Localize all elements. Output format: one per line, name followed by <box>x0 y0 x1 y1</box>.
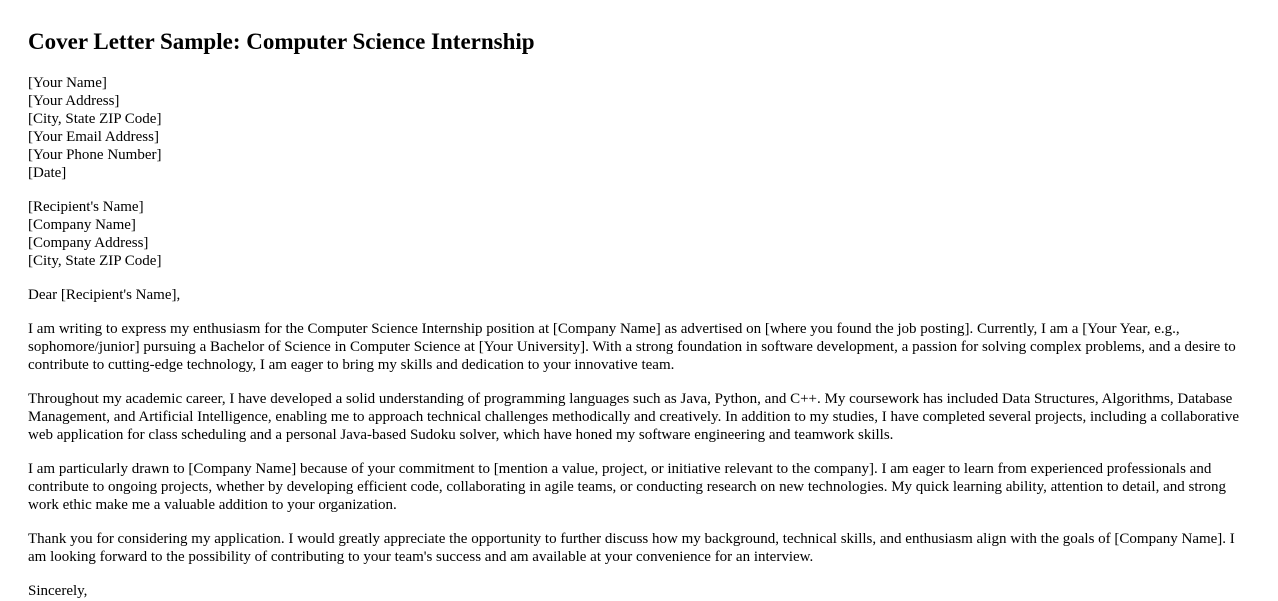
sender-email: [Your Email Address] <box>28 129 159 145</box>
recipient-city-state-zip: [City, State ZIP Code] <box>28 253 162 269</box>
sender-name: [Your Name] <box>28 75 107 91</box>
recipient-company-address: [Company Address] <box>28 235 149 251</box>
recipient-address-block <box>28 198 1250 270</box>
body-paragraph-skills: Throughout my academic career, I have developed a solid understanding of programming languages such as Java, Python, and C++. My coursework has included Data Structures, Algorithms, Database Management, and Artificial Intelligence, enabling me to approach technical challenges methodically and creatively. In addition to my studies, I have completed several projects, including a collaborative web application for class scheduling and a personal Java-based Sudoku solver, which have honed my software engineering and teamwork skills. <box>28 391 1240 443</box>
sender-address: [Your Address] <box>28 93 120 109</box>
sender-phone: [Your Phone Number] <box>28 147 162 163</box>
body-paragraph-company: I am particularly drawn to [Company Name] because of your commitment to [mention a value, project, or initiative relevant to the company]. I am eager to learn from experienced professionals and contribute to ongoing projects, whether by developing efficient code, collaborating in agile teams, or conducting research on new technologies. My quick learning ability, attention to detail, and strong work ethic make me a valuable addition to your organization. <box>28 461 1226 513</box>
salutation: Dear [Recipient's Name], <box>28 287 181 303</box>
sender-address-block <box>28 74 1250 182</box>
page-title: Cover Letter Sample: Computer Science Internship <box>28 29 535 54</box>
recipient-company-name: [Company Name] <box>28 217 136 233</box>
body-paragraph-thanks: Thank you for considering my application. I would greatly appreciate the opportunity to further discuss how my background, technical skills, and enthusiasm align with the goals of [Company Name]. I am looking forward to the possibility of contributing to your team's success and am available at your convenience for an interview. <box>28 531 1235 565</box>
sender-city-state-zip: [City, State ZIP Code] <box>28 111 162 127</box>
recipient-name: [Recipient's Name] <box>28 199 144 215</box>
body-paragraph-intro: I am writing to express my enthusiasm for the Computer Science Internship position at [Company Name] as advertised on [where you found the job posting]. Currently, I am a [Your Year, e.g., sophomore/junior] pursuing a Bachelor of Science in Computer Science at [Your University]. With a strong foundation in software development, a passion for solving complex problems, and a desire to contribute to cutting-edge technology, I am eager to bring my skills and dedication to your innovative team. <box>28 321 1236 373</box>
closing: Sincerely, <box>28 583 88 599</box>
letter-date: [Date] <box>28 165 67 181</box>
